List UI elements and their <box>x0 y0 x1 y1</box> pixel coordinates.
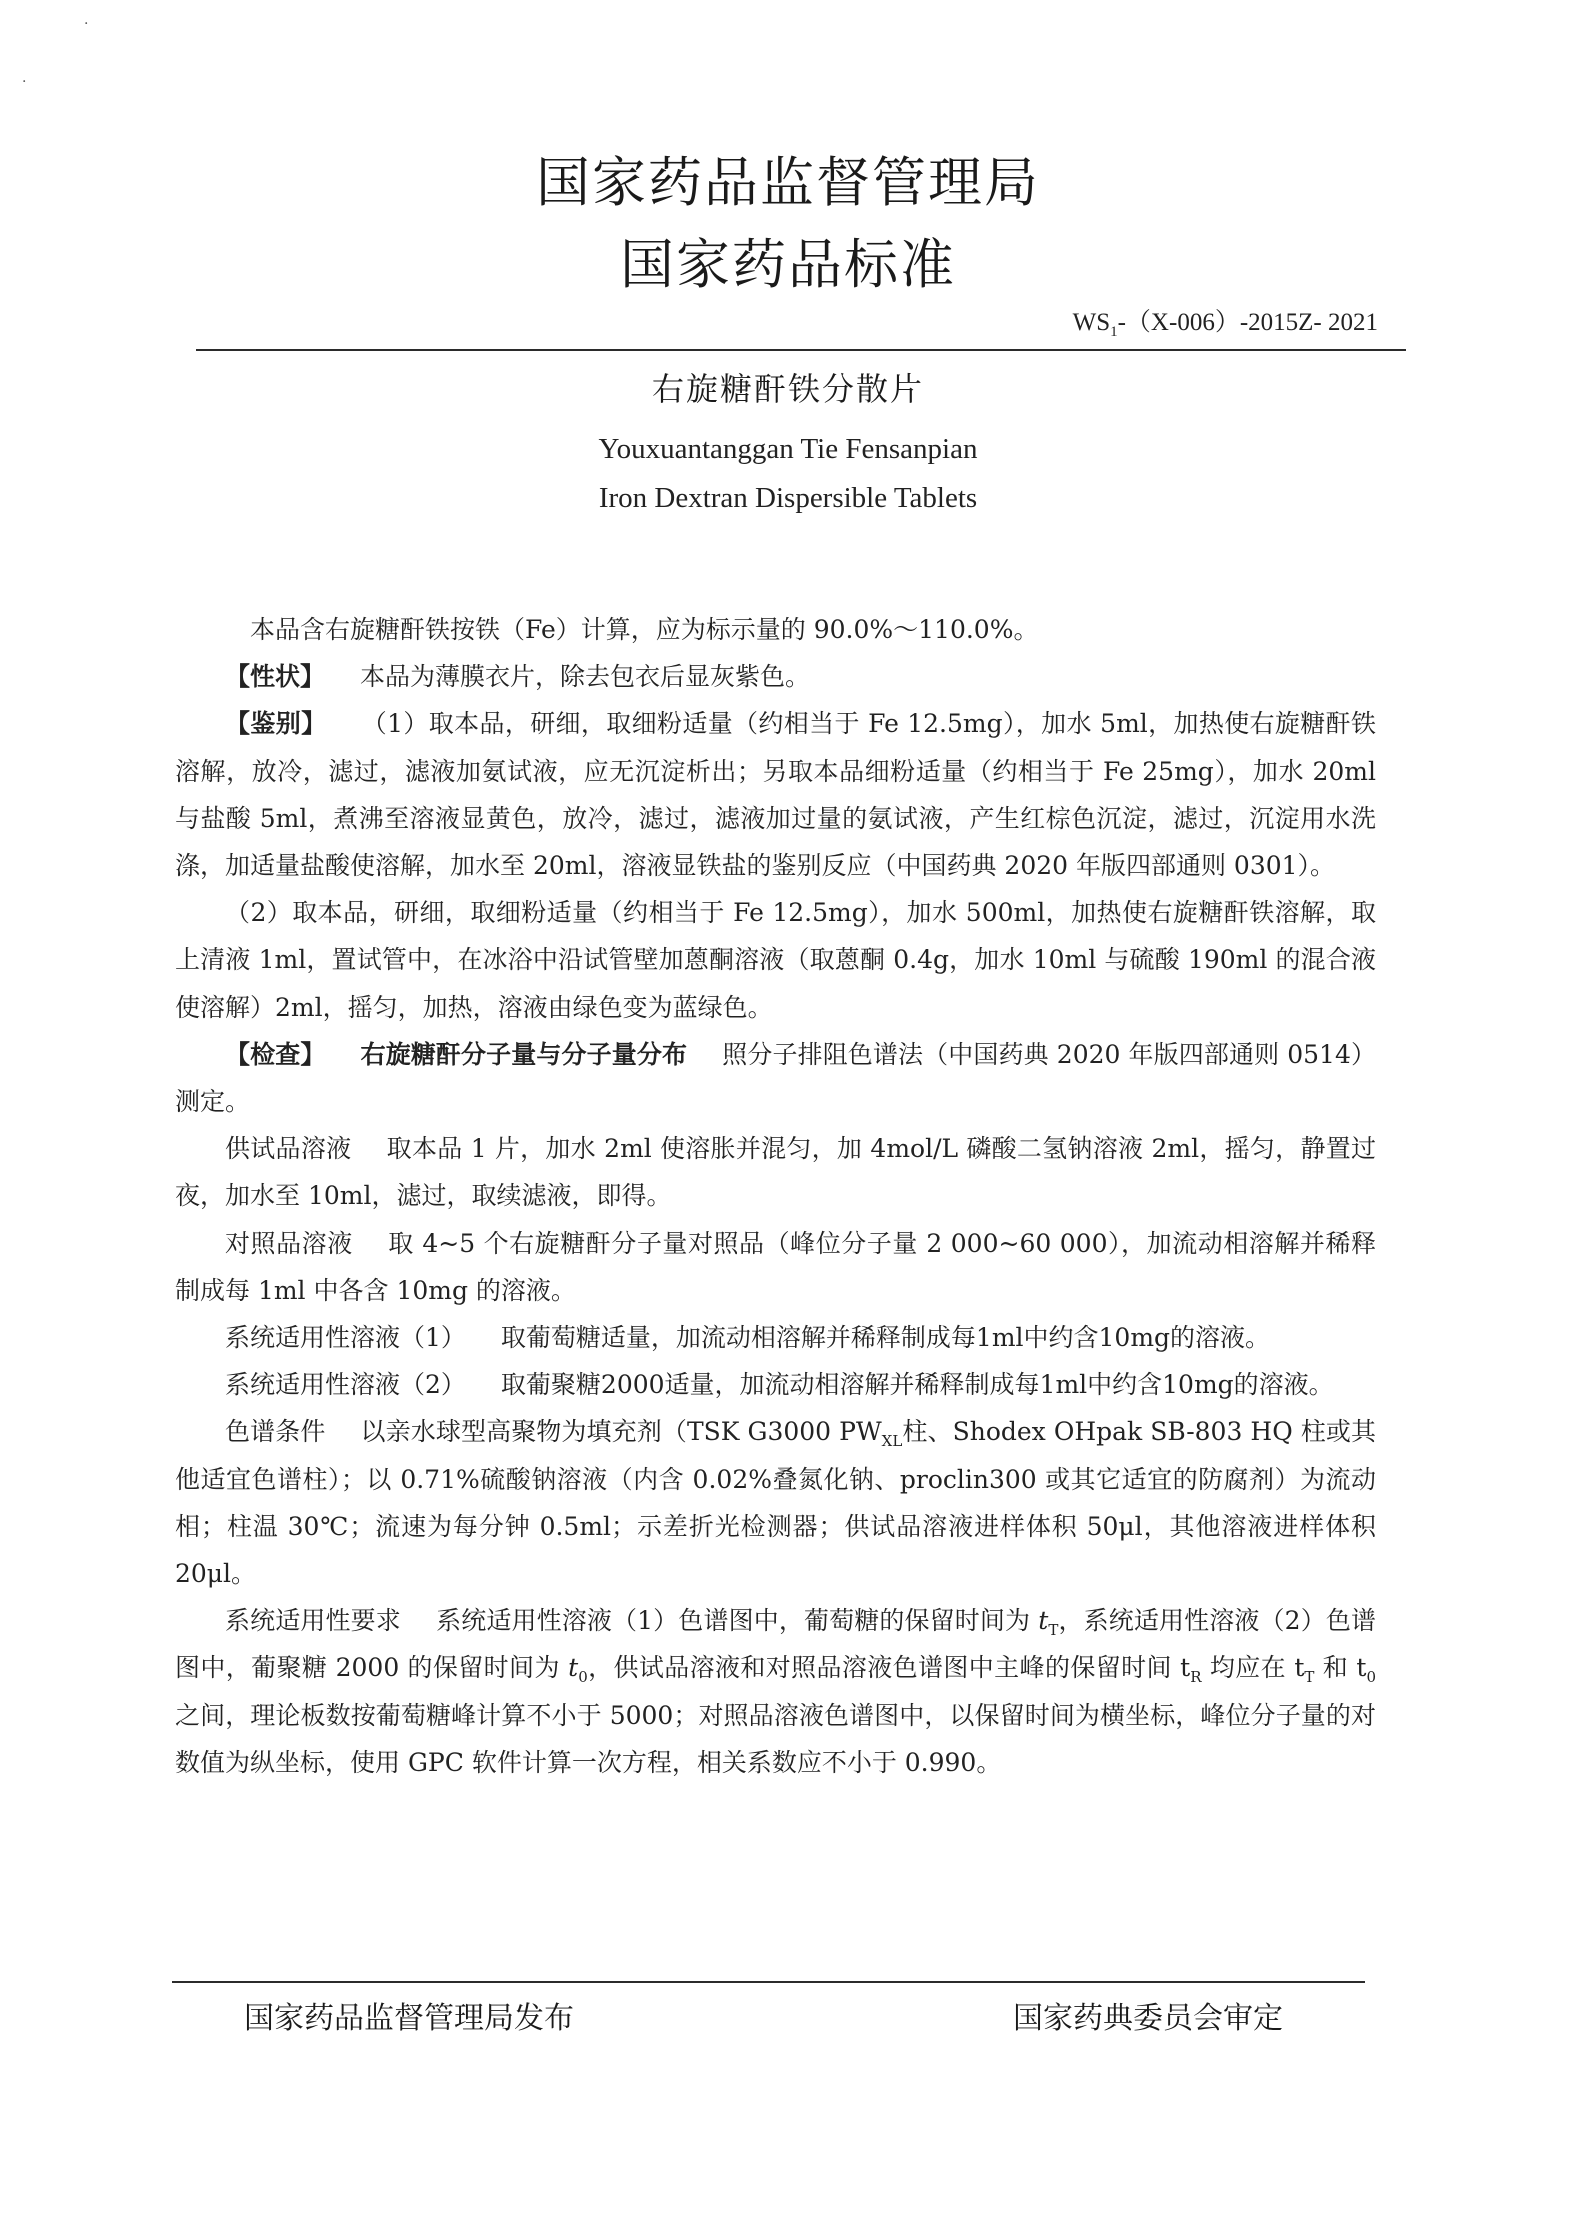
system-solution-2: 系统适用性溶液（2） 取葡聚糖2000适量，加流动相溶解并稀释制成每1ml中约含10mg的溶液。 <box>225 1370 1334 1400</box>
chromatographic-conditions: 色谱条件 以亲水球型高聚物为填充剂（TSK G3000 $PW_{XL}$柱、Shodex OHpak SB-803 HQ 柱或其他适宜色谱柱）；以 0.71%硫酸钠溶液（内含 0.02%叠氮化钠、proclin300 或其它适宜的防腐剂）为流动相；柱温 30℃；流速为每分钟 0.5ml；示差折光检测器；供试品溶液进样体积 50μl，其他溶液进样体积 20μl。 <box>175 1417 1376 1589</box>
scan-mark: · <box>84 16 89 32</box>
content-intro: 本品含右旋糖酐铁按铁（Fe）计算，应为标示量的 90.0%～110.0%。 <box>250 615 1039 644</box>
drug-name-cn: 右旋糖酐铁分散片 <box>651 370 924 408</box>
section-label: 【检查】 <box>225 1039 326 1069</box>
identification-2: （2）取本品，研细，取细粉适量（约相当于 Fe 12.5mg），加水 500ml，加热使右旋糖酐铁溶解，取上清液 1ml，置试管中，在冰浴中沿试管壁加蒽酮溶液（取蒽酮 0.4g，加水 10ml 与硫酸 190ml 的混合液使溶解）2ml，摇匀，加热，溶液由绿色变为蓝绿色。 <box>175 898 1376 1022</box>
system-solution-1: 系统适用性溶液（1） 取葡萄糖适量，加流动相溶解并稀释制成每1ml中约含10mg的溶液。 <box>225 1323 1271 1353</box>
scan-mark: · <box>22 74 27 90</box>
drug-name-pinyin: Youxuantanggan Tie Fensanpian <box>598 433 978 465</box>
section-identification: 【鉴别】 （1）取本品，研细，取细粉适量（约相当于 Fe 12.5mg），加水 5ml，加热使右旋糖酐铁溶解，放冷，滤过，滤液加氨试液，应无沉淀析出；另取本品细粉适量（约相当于 Fe 25mg），加水 20ml 与盐酸 5ml，煮沸至溶液显黄色，放冷，滤过，滤液加过量的氨试液，产生红棕色沉淀，滤过，沉淀用水洗涤，加适量盐酸使溶解，加水至 20ml，溶液显铁盐的鉴别反应（中国药典 2020 年版四部通则 0301）。 <box>175 709 1376 881</box>
header-divider <box>196 349 1406 351</box>
standard-number: $WS_1-(X-006)-2015Z-$ 2021 <box>1072 309 1378 340</box>
section-label: 【鉴别】 <box>225 709 327 739</box>
reference-solution: 对照品溶液 取 4~5 个右旋糖酐分子量对照品（峰位分子量 2 000~60 000），加流动相溶解并稀释制成每 1ml 中各含 10mg 的溶液。 <box>175 1228 1376 1305</box>
system-suitability-requirements: 系统适用性要求 系统适用性溶液（1）色谱图中，葡萄糖的保留时间为 $t_T$，系统适用性溶液（2）色谱图中，葡聚糖 2000 的保留时间为 $t_0$，供试品溶液和对照品溶液色谱图中主峰的保留时间 $t_R$ 均应在 $t_T$ 和 $t_0$ 之间，理论板数按葡萄糖峰计算不小于 5000；对照品溶液色谱图中，以保留时间为横坐标，峰位分子量的对数值为纵坐标，使用 GPC 软件计算一次方程，相关系数应不小于 0.990。 <box>175 1606 1376 1777</box>
footer-divider <box>172 1981 1365 1983</box>
section-characteristics: 【性状】 本品为薄膜衣片，除去包衣后显灰紫色。 <box>225 662 811 692</box>
footer-publisher: 国家药品监督管理局发布 <box>244 2001 574 2036</box>
drug-name-english: Iron Dextran Dispersible Tablets <box>598 482 978 514</box>
test-solution: 供试品溶液 取本品 1 片，加水 2ml 使溶胀并混匀，加 4mol/L 磷酸二氢钠溶液 2ml，摇匀，静置过夜，加水至 10ml，滤过，取续滤液，即得。 <box>175 1134 1376 1211</box>
section-label: 【性状】 <box>225 662 326 692</box>
check-item: 右旋糖酐分子量与分子量分布 <box>360 1039 688 1069</box>
section-check: 【检查】 右旋糖酐分子量与分子量分布 照分子排阻色谱法（中国药典 2020 年版四部通则 0514）测定。 <box>175 1039 1376 1117</box>
footer-approver: 国家药典委员会审定 <box>1013 2001 1283 2036</box>
header-agency: 国家药品监督管理局 <box>536 151 1040 214</box>
monograph-body <box>175 606 1376 1786</box>
header-standard: 国家药品标准 <box>620 233 956 296</box>
